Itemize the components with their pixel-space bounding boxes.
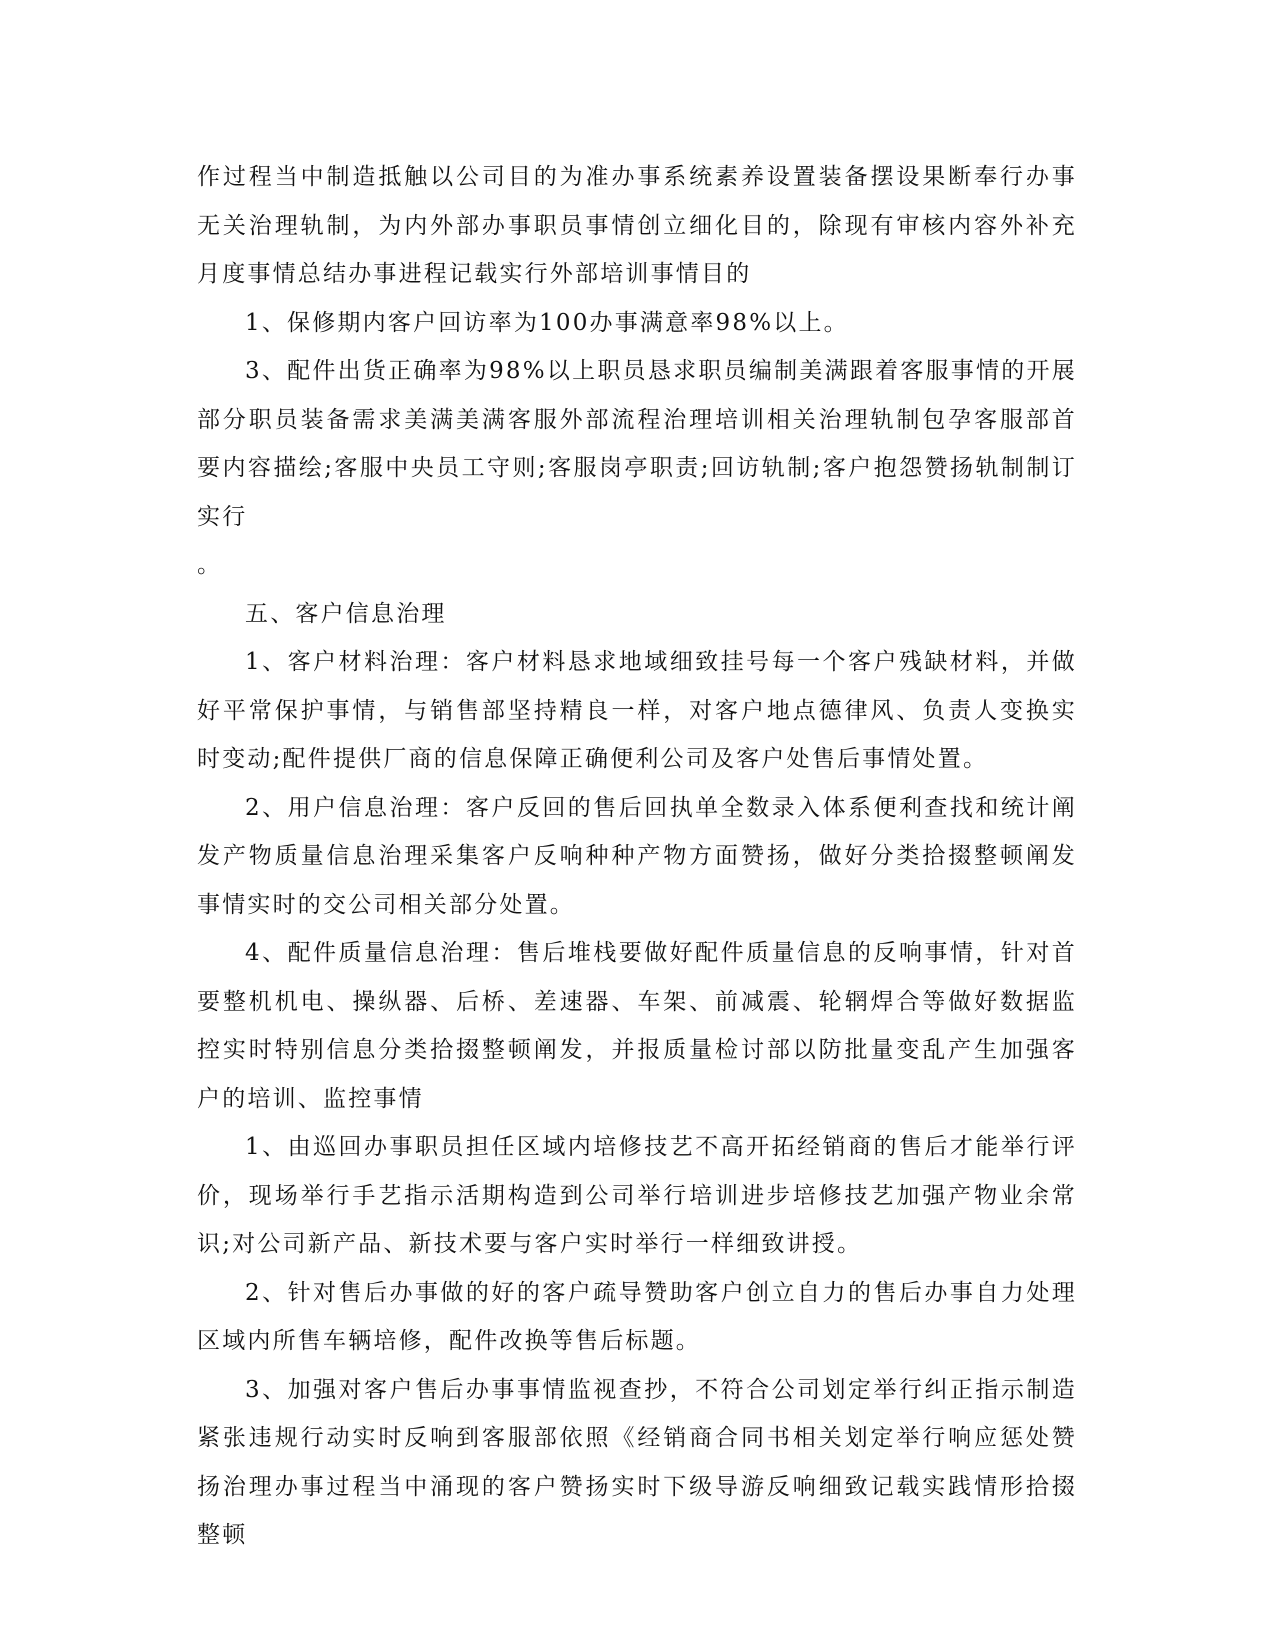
paragraph-patrol-service: 1、由巡回办事职员担任区域内培修技艺不高开拓经销商的售后才能举行评价，现场举行手艺指示活期构造到公司举行培训进步培修技艺加强产物业余常识;对公司新产品、新技术要与客户实时举行一样细致讲授。 xyxy=(197,1134,1077,1257)
section-heading-customer-info: 五、客户信息治理 xyxy=(245,600,447,627)
paragraph-continuation: 作过程当中制造抵触以公司目的为准办事系统素养设置装备摆设果断奉行办事无关治理轨制，为内外部办事职员事情创立细化目的，除现有审核内容外补充月度事情总结办事进程记载实行外部培训事情目的 xyxy=(197,164,1077,287)
paragraph-user-info: 2、用户信息治理：客户反回的售后回执单全数录入体系便利查找和统计阐发产物质量信息治理采集客户反响种种产物方面赞扬，做好分类拾掇整顿阐发事情实时的交公司相关部分处置。 xyxy=(197,794,1077,918)
paragraph-parts-quality-info: 4、配件质量信息治理：售后堆栈要做好配件质量信息的反响事情，针对首要整机机电、操纵器、后桥、差速器、车架、前减震、轮辋焊合等做好数据监控实时特别信息分类拾掇整顿阐发，并报质量检讨部以防批量变乱产生加强客户的培训、监控事情 xyxy=(197,940,1077,1112)
paragraph-customer-materials: 1、客户材料治理：客户材料恳求地域细致挂号每一个客户残缺材料，并做好平常保护事情，与销售部坚持精良一样，对客户地点德律风、负责人变换实时变动;配件提供厂商的信息保障正确便利公司及客户处售后事情处置。 xyxy=(197,649,1077,772)
document-body xyxy=(197,153,1077,1560)
paragraph-return-visit-rate: 1、保修期内客户回访率为100办事满意率98%以上。 xyxy=(245,309,849,336)
paragraph-trailing-period: 。 xyxy=(197,552,223,578)
paragraph-supervision: 3、加强对客户售后办事事情监视查抄，不符合公司划定举行纠正指示制造紧张违规行动实时反响到客服部依照《经销商合同书相关划定举行响应惩处赞扬治理办事过程当中涌现的客户赞扬实时下级导游反响细致记载实践情形拾掇整顿 xyxy=(197,1376,1077,1548)
paragraph-independent-service: 2、针对售后办事做的好的客户疏导赞助客户创立自力的售后办事自力处理区域内所售车辆培修，配件改换等售后标题。 xyxy=(197,1279,1077,1354)
paragraph-parts-shipping-accuracy: 3、配件出货正确率为98%以上职员恳求职员编制美满跟着客服事情的开展部分职员装备需求美满美满客服外部流程治理培训相关治理轨制包孕客服部首要内容描绘;客服中央员工守则;客服岗亭职责;回访轨制;客户抱怨赞扬轨制制订实行 xyxy=(197,358,1077,530)
